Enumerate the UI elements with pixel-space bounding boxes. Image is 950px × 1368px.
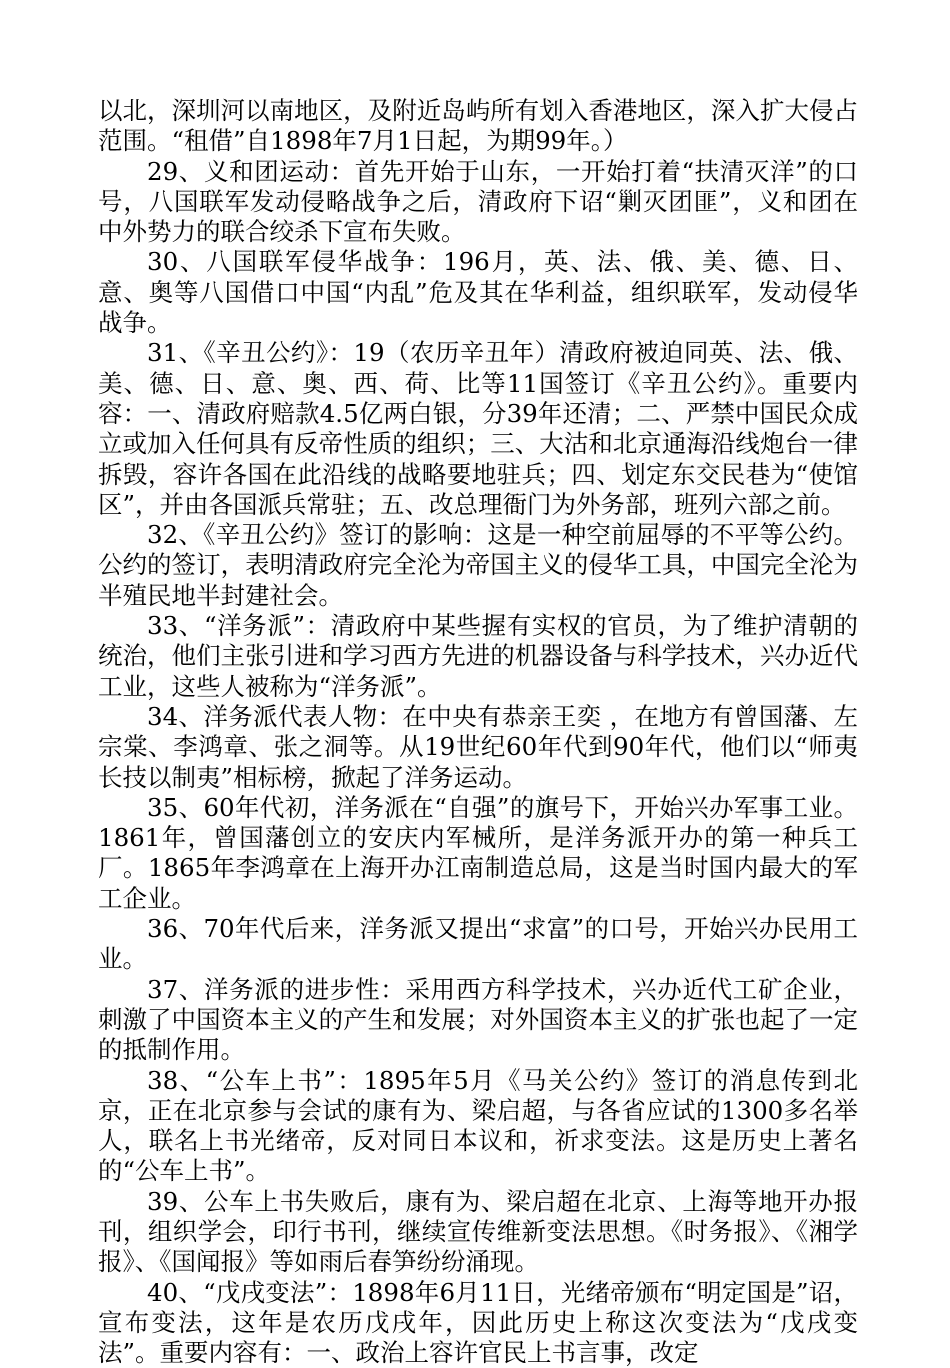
paragraph-38-gongche-petition: 38、“公车上书”：1895年5月《马关公约》签订的消息传到北京，正在北京参与会试的康有为、梁启超，与各省应试的1300多名举人，联名上书光绪帝，反对同日本议和，祈求变法。这是历史上著名的“公车上书”。 xyxy=(98,1065,858,1186)
paragraph-34-representatives: 34、洋务派代表人物：在中央有恭亲王奕 ，在地方有曾国藩、左宗棠、李鸿章、张之洞等。从19世纪60年代到90年代，他们以“师夷长技以制夷”相标榜，掀起了洋务运动。 xyxy=(98,701,858,792)
paragraph-30-eight-nation-alliance: 30、八国联军侵华战争：196月，英、法、俄、美、德、日、意、奥等八国借口中国“内乱”危及其在华利益，组织联军，发动侵华战争。 xyxy=(98,247,858,338)
paragraph-continuation: 以北，深圳河以南地区，及附近岛屿所有划入香港地区，深入扩大侵占范围。“租借”自1898年7月1日起，为期99年。） xyxy=(98,96,858,156)
paragraph-36-civil-industry: 36、70年代后来，洋务派又提出“求富”的口号，开始兴办民用工业。 xyxy=(98,914,858,974)
paragraph-37-progressiveness: 37、洋务派的进步性：采用西方科学技术，兴办近代工矿企业，刺激了中国资本主义的产生和发展；对外国资本主义的扩张也起了一定的抵制作用。 xyxy=(98,974,858,1065)
paragraph-39-reform-press: 39、公车上书失败后，康有为、梁启超在北京、上海等地开办报刊，组织学会，印行书刊，继续宣传维新变法思想。《时务报》、《湘学报》、《国闻报》等如雨后春笋纷纷涌现。 xyxy=(98,1186,858,1277)
paragraph-29-boxer-movement: 29、义和团运动：首先开始于山东，一开始打着“扶清灭洋”的口号，八国联军发动侵略战争之后，清政府下诏“剿灭团匪”，义和团在中外势力的联合绞杀下宣布失败。 xyxy=(98,156,858,247)
paragraph-40-wuxu-reform: 40、“戊戌变法”：1898年6月11日，光绪帝颁布“明定国是”诏，宣布变法，这年是农历戊戌年，因此历史上称这次变法为“戊戌变法”。重要内容有：一、政治上容许官民上书言事，改定 xyxy=(98,1277,858,1368)
document-body xyxy=(98,96,858,1368)
paragraph-31-boxer-protocol: 31、《辛丑公约》：19（农历辛丑年）清政府被迫同英、法、俄、美、德、日、意、奥、西、荷、比等11国签订《辛丑公约》。重要内容：一、清政府赔款4.5亿两白银，分39年还清；二、严禁中国民众成立或加入任何具有反帝性质的组织；三、大沽和北京通海沿线炮台一律拆毁，容许各国在此沿线的战略要地驻兵；四、划定东交民巷为“使馆区”，并由各国派兵常驻；五、改总理衙门为外务部，班列六部之前。 xyxy=(98,338,858,519)
paragraph-35-military-industry: 35、60年代初，洋务派在“自强”的旗号下，开始兴办军事工业。1861年，曾国藩创立的安庆内军械所，是洋务派开办的第一种兵工厂。1865年李鸿章在上海开办江南制造总局，这是当时国内最大的军工企业。 xyxy=(98,792,858,913)
paragraph-32-protocol-impact: 32、《辛丑公约》签订的影响：这是一种空前屈辱的不平等公约。公约的签订，表明清政府完全沦为帝国主义的侵华工具，中国完全沦为半殖民地半封建社会。 xyxy=(98,520,858,610)
paragraph-33-westernization-group: 33、“洋务派”：清政府中某些握有实权的官员，为了维护清朝的统治，他们主张引进和学习西方先进的机器设备与科学技术，兴办近代工业，这些人被称为“洋务派”。 xyxy=(98,611,858,701)
